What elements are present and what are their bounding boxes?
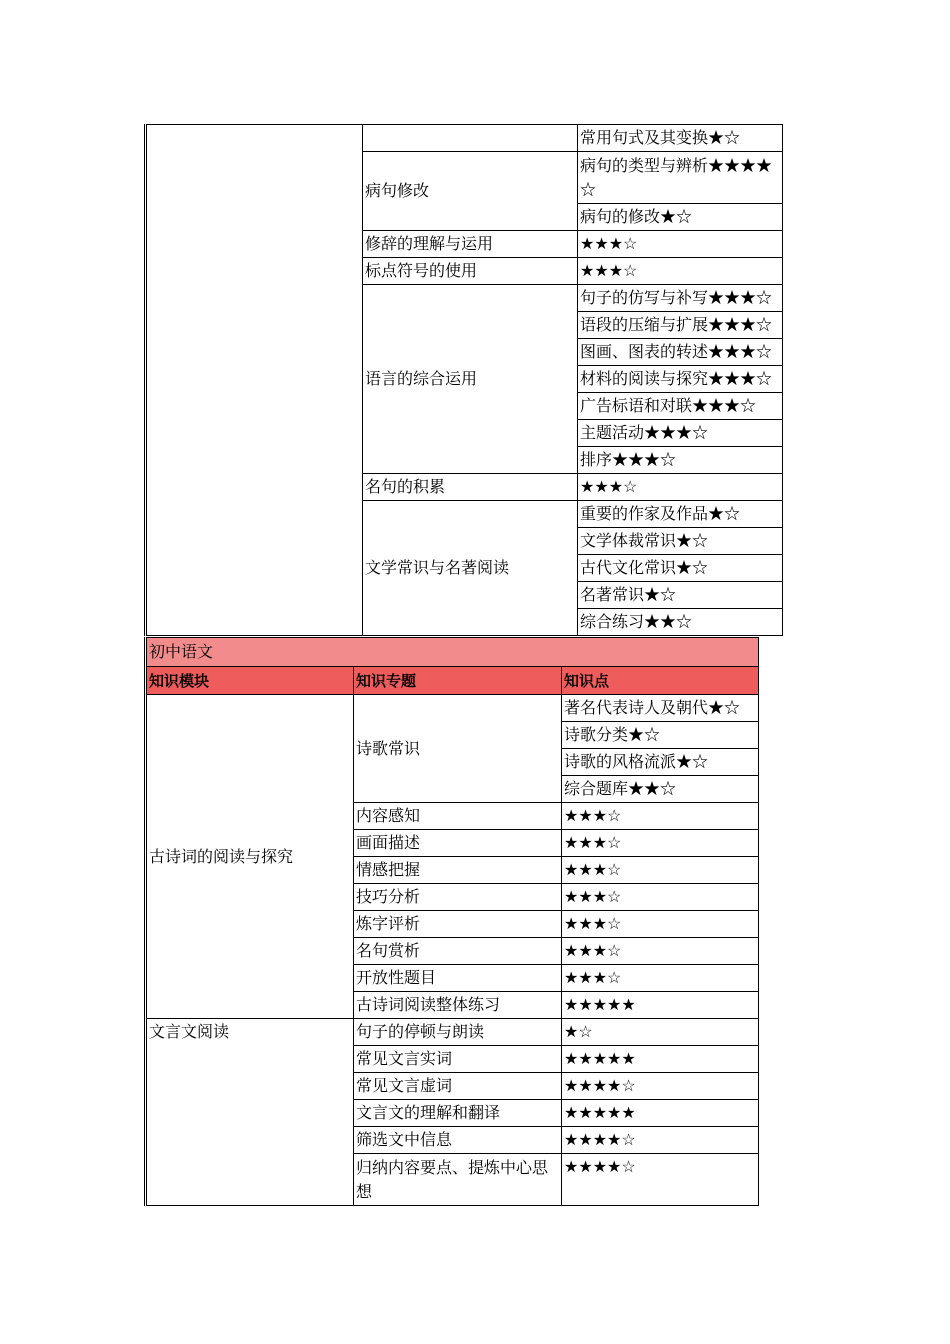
topic-cell: 病句修改 <box>363 152 578 231</box>
topic-cell: 技巧分析 <box>354 884 562 911</box>
topic-cell: 常见文言虚词 <box>354 1073 562 1100</box>
knowledge-point-cell: ★★★☆ <box>562 884 759 911</box>
header-module: 知识模块 <box>146 667 354 695</box>
top-knowledge-table <box>144 124 783 636</box>
knowledge-point-cell: ★★★☆ <box>562 938 759 965</box>
topic-cell: 画面描述 <box>354 830 562 857</box>
module-cell: 古诗词的阅读与探究 <box>146 695 354 1019</box>
topic-cell: 语言的综合运用 <box>363 285 578 474</box>
topic-cell-empty <box>363 125 578 152</box>
knowledge-point-cell: 句子的仿写与补写★★★☆ <box>578 285 783 312</box>
knowledge-point-cell: ★★★☆ <box>562 965 759 992</box>
knowledge-point-cell: ★★★★☆ <box>562 1073 759 1100</box>
topic-cell: 修辞的理解与运用 <box>363 231 578 258</box>
knowledge-point-cell: 排序★★★☆ <box>578 447 783 474</box>
topic-cell: 常见文言实词 <box>354 1046 562 1073</box>
knowledge-point-cell: ★★★☆ <box>562 830 759 857</box>
knowledge-point-cell: ★★★★☆ <box>562 1154 759 1206</box>
knowledge-point-cell: ★★★☆ <box>578 474 783 501</box>
knowledge-point-cell: 广告标语和对联★★★☆ <box>578 393 783 420</box>
header-point: 知识点 <box>562 667 759 695</box>
topic-cell: 炼字评析 <box>354 911 562 938</box>
topic-cell: 文言文的理解和翻译 <box>354 1100 562 1127</box>
knowledge-point-cell: 病句的类型与辨析★★★★☆ <box>578 152 783 204</box>
topic-cell: 筛选文中信息 <box>354 1127 562 1154</box>
topic-cell: 名句赏析 <box>354 938 562 965</box>
knowledge-point-cell: 著名代表诗人及朝代★☆ <box>562 695 759 722</box>
knowledge-point-cell: ★★★☆ <box>578 231 783 258</box>
knowledge-point-cell: ★★★☆ <box>562 803 759 830</box>
knowledge-point-cell: 常用句式及其变换★☆ <box>578 125 783 152</box>
knowledge-point-cell: ★★★★★ <box>562 1100 759 1127</box>
knowledge-point-cell: ★★★★★ <box>562 992 759 1019</box>
knowledge-point-cell: 图画、图表的转述★★★☆ <box>578 339 783 366</box>
knowledge-point-cell: ★★★☆ <box>562 911 759 938</box>
topic-cell: 情感把握 <box>354 857 562 884</box>
knowledge-point-cell: 主题活动★★★☆ <box>578 420 783 447</box>
topic-cell: 诗歌常识 <box>354 695 562 803</box>
knowledge-point-cell: ★☆ <box>562 1019 759 1046</box>
knowledge-point-cell: 综合题库★★☆ <box>562 776 759 803</box>
knowledge-point-cell: 古代文化常识★☆ <box>578 555 783 582</box>
knowledge-point-cell: ★★★☆ <box>562 857 759 884</box>
knowledge-point-cell: 诗歌分类★☆ <box>562 722 759 749</box>
knowledge-point-cell: 诗歌的风格流派★☆ <box>562 749 759 776</box>
topic-cell: 标点符号的使用 <box>363 258 578 285</box>
knowledge-point-cell: 重要的作家及作品★☆ <box>578 501 783 528</box>
junior-chinese-table <box>144 637 759 1206</box>
module-cell-empty <box>146 125 363 636</box>
topic-cell: 文学常识与名著阅读 <box>363 501 578 636</box>
topic-cell: 古诗词阅读整体练习 <box>354 992 562 1019</box>
knowledge-point-cell: 材料的阅读与探究★★★☆ <box>578 366 783 393</box>
knowledge-point-cell: 文学体裁常识★☆ <box>578 528 783 555</box>
topic-cell: 句子的停顿与朗读 <box>354 1019 562 1046</box>
table-title: 初中语文 <box>146 638 759 667</box>
knowledge-point-cell: ★★★★☆ <box>562 1127 759 1154</box>
knowledge-point-cell: 病句的修改★☆ <box>578 204 783 231</box>
topic-cell: 归纳内容要点、提炼中心思想 <box>354 1154 562 1206</box>
topic-cell: 开放性题目 <box>354 965 562 992</box>
knowledge-point-cell: ★★★★★ <box>562 1046 759 1073</box>
header-topic: 知识专题 <box>354 667 562 695</box>
knowledge-point-cell: ★★★☆ <box>578 258 783 285</box>
knowledge-point-cell: 名著常识★☆ <box>578 582 783 609</box>
knowledge-point-cell: 语段的压缩与扩展★★★☆ <box>578 312 783 339</box>
knowledge-point-cell: 综合练习★★☆ <box>578 609 783 636</box>
topic-cell: 名句的积累 <box>363 474 578 501</box>
topic-cell: 内容感知 <box>354 803 562 830</box>
module-cell: 文言文阅读 <box>146 1019 354 1206</box>
